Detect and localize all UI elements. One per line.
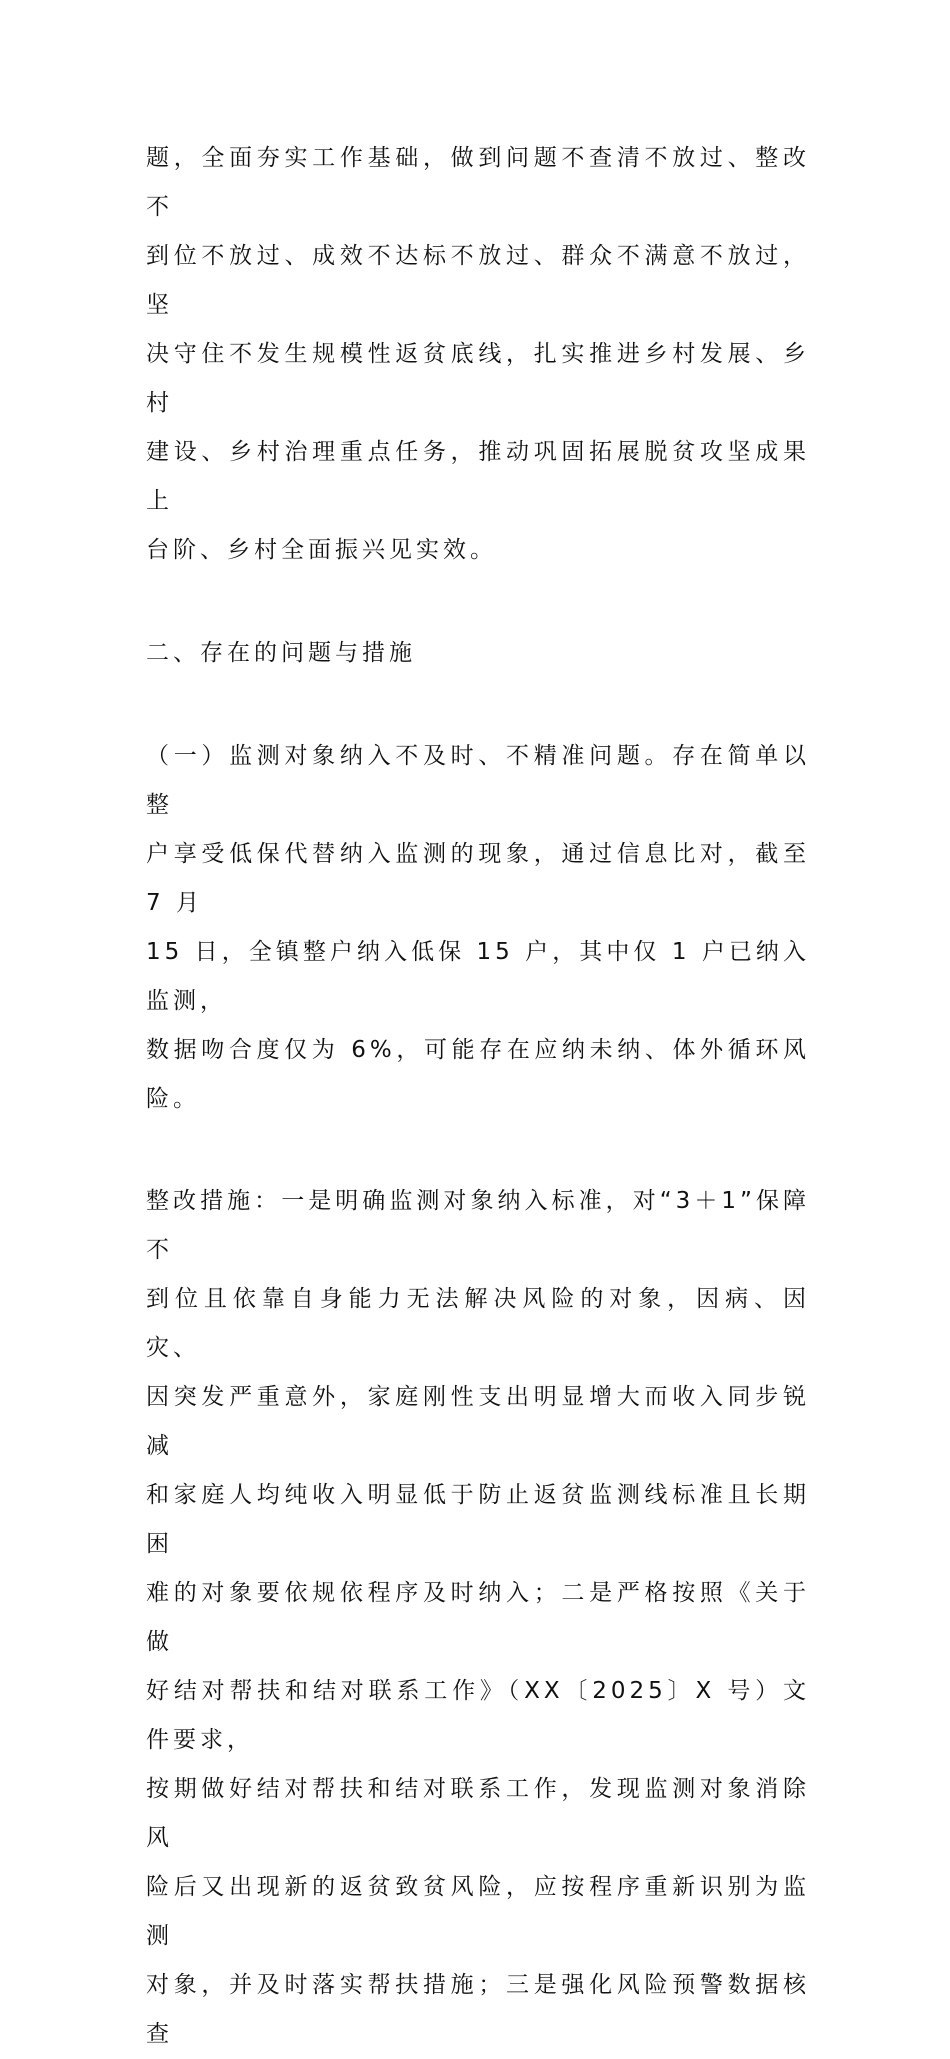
text-line: 题，全面夯实工作基础，做到问题不查清不放过、整改不 — [146, 145, 810, 220]
document-page — [146, 134, 810, 2059]
section-heading: 二、存在的问题与措施 — [146, 640, 416, 666]
text-line: 15 日，全镇整户纳入低保 15 户，其中仅 1 户已纳入监测， — [146, 939, 810, 1014]
text-line: 数据吻合度仅为 6%，可能存在应纳未纳、体外循环风险。 — [146, 1037, 810, 1112]
text-line: 户享受低保代替纳入监测的现象，通过信息比对，截至 7 月 — [146, 841, 810, 916]
text-line: 到位不放过、成效不达标不放过、群众不满意不放过，坚 — [146, 243, 810, 318]
paragraph-spacer — [146, 1124, 810, 1177]
measures-paragraph — [146, 1177, 810, 2059]
problem-paragraph — [146, 732, 810, 1124]
text-line: 整改措施：一是明确监测对象纳入标准，对“3＋1”保障不 — [146, 1188, 810, 1263]
text-line: 台阶、乡村全面振兴见实效。 — [146, 537, 497, 563]
text-line: 按期做好结对帮扶和结对联系工作，发现监测对象消除风 — [146, 1776, 810, 1851]
paragraph-spacer — [146, 575, 810, 629]
text-line: 建设、乡村治理重点任务，推动巩固拓展脱贫攻坚成果上 — [146, 439, 810, 514]
text-line: （一）监测对象纳入不及时、不精准问题。存在简单以整 — [146, 743, 810, 818]
text-line: 到位且依靠自身能力无法解决风险的对象，因病、因灾、 — [146, 1286, 810, 1361]
paragraph-spacer — [146, 678, 810, 732]
text-line: 决守住不发生规模性返贫底线，扎实推进乡村发展、乡村 — [146, 341, 810, 416]
text-line: 对象，并及时落实帮扶措施；三是强化风险预警数据核查 — [146, 1972, 810, 2047]
text-line: 和家庭人均纯收入明显低于防止返贫监测线标准且长期困 — [146, 1482, 810, 1557]
intro-paragraph — [146, 134, 810, 575]
text-line: 好结对帮扶和结对联系工作》（XX〔2025〕X 号）文件要求， — [146, 1678, 810, 1753]
text-line: 难的对象要依规依程序及时纳入；二是严格按照《关于做 — [146, 1580, 810, 1655]
text-line: 因突发严重意外，家庭刚性支出明显增大而收入同步锐减 — [146, 1384, 810, 1459]
text-line: 险后又出现新的返贫致贫风险，应按程序重新识别为监测 — [146, 1874, 810, 1949]
